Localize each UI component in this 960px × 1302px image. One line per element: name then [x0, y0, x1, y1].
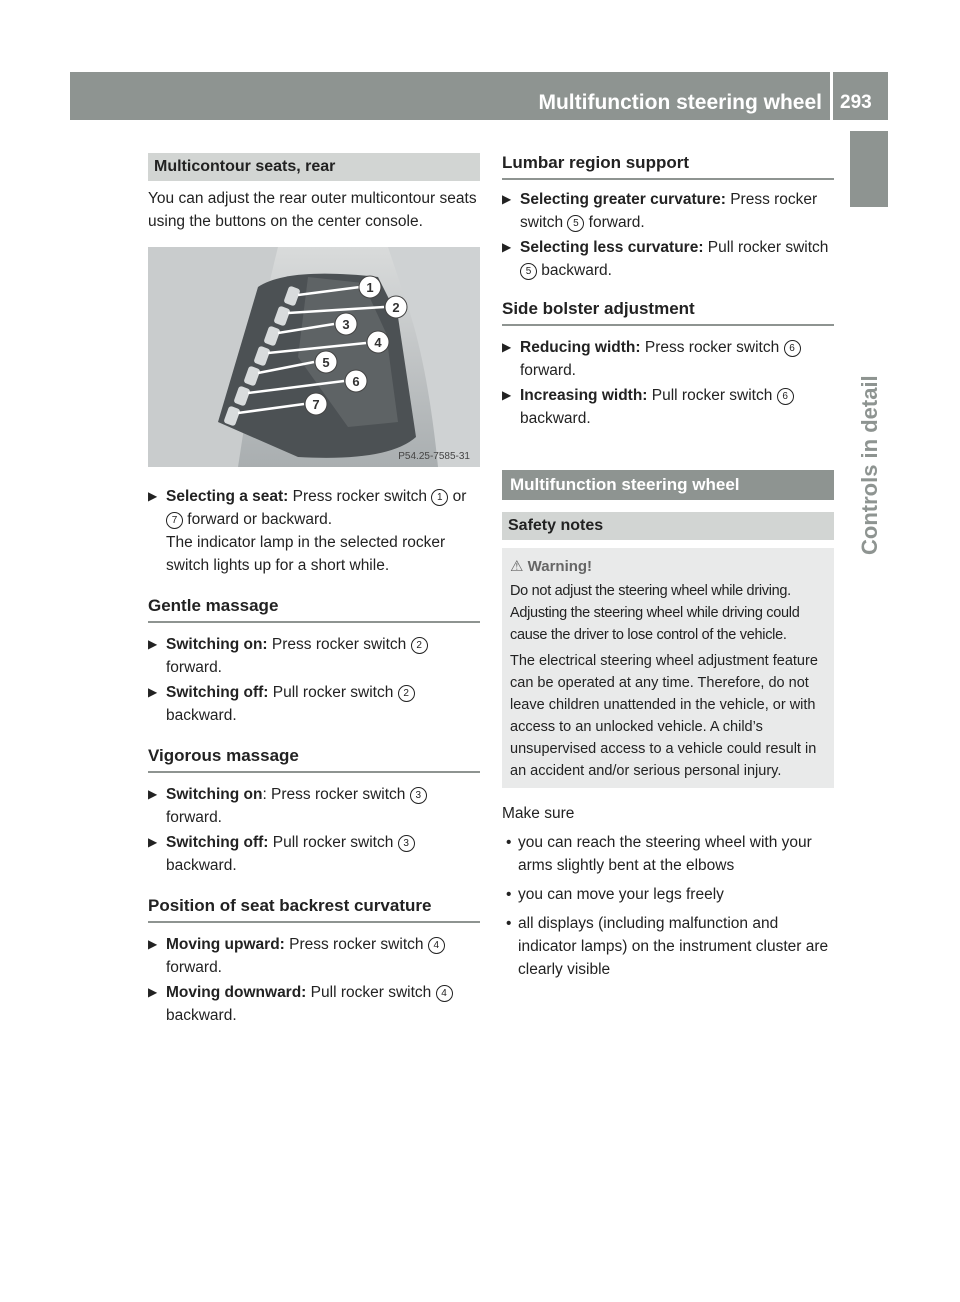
step-selecting-seat: ▶ Selecting a seat: Press rocker switch 1 or 7 forward or backward. The indicator lamp in the selected rocker switch lights up for a short while.	[148, 485, 480, 577]
step-arrow-icon: ▶	[148, 685, 158, 699]
rocker-switch-illustration	[148, 247, 480, 467]
step-arrow-icon: ▶	[502, 192, 512, 206]
section-title-multicontour: Multicontour seats, rear	[148, 153, 480, 181]
warning-heading: ⚠ Warning!	[510, 558, 593, 575]
section-title-mfsw: Multifunction steering wheel	[502, 470, 834, 500]
list-item: • all displays (including malfunction and indicator lamps) on the instrument cluster are clearly visible	[506, 915, 829, 978]
list-item: • you can reach the steering wheel with your arms slightly bent at the elbows	[506, 834, 812, 874]
callout-6: 6	[352, 374, 360, 389]
step-backrest-up: ▶ Moving upward: Press rocker switch 4 forward.	[148, 933, 480, 979]
step-gentle-off: ▶ Switching off: Pull rocker switch 2 backward.	[148, 681, 480, 727]
step-arrow-icon: ▶	[148, 637, 158, 651]
intro-text: You can adjust the rear outer multicontour seats using the buttons on the center console.	[148, 190, 477, 230]
rocker-switch-figure	[148, 247, 480, 467]
step-backrest-down: ▶ Moving downward: Pull rocker switch 4 backward.	[148, 981, 480, 1027]
callout-ref-7: 7	[166, 512, 183, 529]
warning-paragraph-2: The electrical steering wheel adjustment feature can be operated at any time. Therefore, do not leave children unattended in the vehicle, or with access to an unlocked vehicle. A child’s unsupervised access to a vehicle could result in an accident and/or serious personal injury.	[510, 653, 818, 779]
heading-lumbar-support: Lumbar region support	[502, 150, 834, 180]
heading-backrest-curvature: Position of seat backrest curvature	[148, 893, 480, 923]
step-arrow-icon: ▶	[148, 835, 158, 849]
step-arrow-icon: ▶	[148, 787, 158, 801]
warning-paragraph-1: Do not adjust the steering wheel while driving. Adjusting the steering wheel while driving could cause the driver to lose control of the vehicle.	[510, 583, 800, 643]
callout-2: 2	[392, 300, 400, 315]
callout-5: 5	[322, 355, 330, 370]
step-lumbar-less: ▶ Selecting less curvature: Pull rocker switch 5 backward.	[502, 236, 834, 282]
step-arrow-icon: ▶	[502, 240, 512, 254]
warning-triangle-icon: ⚠	[510, 558, 524, 575]
step-bolster-increase: ▶ Increasing width: Pull rocker switch 6 backward.	[502, 384, 834, 430]
step-arrow-icon: ▶	[148, 985, 158, 999]
callout-7: 7	[312, 397, 320, 412]
step-arrow-icon: ▶	[148, 489, 158, 503]
heading-vigorous-massage: Vigorous massage	[148, 743, 480, 773]
step-vigorous-off: ▶ Switching off: Pull rocker switch 3 backward.	[148, 831, 480, 877]
list-item: • you can move your legs freely	[506, 886, 724, 903]
make-sure-text: Make sure	[502, 805, 575, 822]
warning-box	[502, 548, 834, 788]
chapter-tab	[850, 131, 888, 207]
page-number: 293	[840, 92, 872, 113]
header-divider	[830, 72, 833, 120]
heading-gentle-massage: Gentle massage	[148, 593, 480, 623]
step-arrow-icon: ▶	[502, 388, 512, 402]
callout-3: 3	[342, 317, 350, 332]
subsection-safety-notes: Safety notes	[502, 512, 834, 540]
left-column	[148, 153, 480, 1027]
select-seat-note: The indicator lamp in the selected rocker switch lights up for a short while.	[166, 534, 446, 574]
step-lumbar-more: ▶ Selecting greater curvature: Press rocker switch 5 forward.	[502, 188, 834, 234]
step-vigorous-on: ▶ Switching on: Press rocker switch 3 forward.	[148, 783, 480, 829]
figure-code: P54.25-7585-31	[398, 451, 470, 462]
step-gentle-on: ▶ Switching on: Press rocker switch 2 forward.	[148, 633, 480, 679]
step-bolster-reduce: ▶ Reducing width: Press rocker switch 6 forward.	[502, 336, 834, 382]
page-header-title: Multifunction steering wheel	[538, 91, 822, 114]
chapter-label: Controls in detail	[857, 375, 882, 555]
callout-1: 1	[366, 280, 374, 295]
step-arrow-icon: ▶	[502, 340, 512, 354]
right-column	[502, 150, 834, 981]
callout-ref-1: 1	[431, 489, 448, 506]
heading-side-bolster: Side bolster adjustment	[502, 296, 834, 326]
callout-4: 4	[374, 335, 382, 350]
step-arrow-icon: ▶	[148, 937, 158, 951]
